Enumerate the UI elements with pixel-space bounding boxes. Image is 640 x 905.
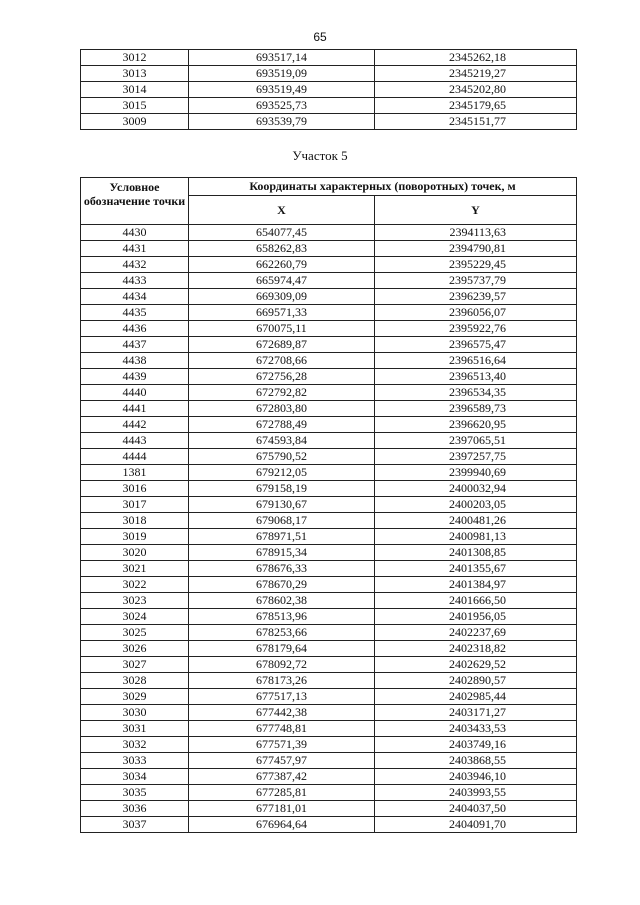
x-coordinate-cell: 669571,33 <box>189 305 375 321</box>
point-label-cell: 3027 <box>81 657 189 673</box>
point-label-cell: 3020 <box>81 545 189 561</box>
y-coordinate-cell: 2400481,26 <box>375 513 577 529</box>
x-coordinate-cell: 678179,64 <box>189 641 375 657</box>
y-coordinate-cell: 2401355,67 <box>375 561 577 577</box>
table-row <box>81 625 577 641</box>
x-coordinate-cell: 693539,79 <box>189 114 375 130</box>
x-coordinate-cell: 662260,79 <box>189 257 375 273</box>
continuation-table-body <box>81 50 577 130</box>
y-coordinate-cell: 2396239,57 <box>375 289 577 305</box>
page-number: 65 <box>313 30 327 44</box>
x-coordinate-cell: 677442,38 <box>189 705 375 721</box>
point-label-cell: 3012 <box>81 50 189 66</box>
x-coordinate-cell: 672689,87 <box>189 337 375 353</box>
table-row <box>81 273 577 289</box>
x-coordinate-cell: 675790,52 <box>189 449 375 465</box>
table-row <box>81 705 577 721</box>
x-column-header: X <box>189 196 375 225</box>
x-coordinate-cell: 678676,33 <box>189 561 375 577</box>
point-label-cell: 1381 <box>81 465 189 481</box>
x-coordinate-cell: 678253,66 <box>189 625 375 641</box>
continuation-coordinates-table <box>80 49 577 130</box>
table-row <box>81 561 577 577</box>
coordinates-table-body <box>81 225 577 833</box>
point-label-cell: 3021 <box>81 561 189 577</box>
y-coordinate-cell: 2396513,40 <box>375 369 577 385</box>
point-label-cell: 4435 <box>81 305 189 321</box>
y-coordinate-cell: 2399940,69 <box>375 465 577 481</box>
y-coordinate-cell: 2404037,50 <box>375 801 577 817</box>
table-row <box>81 66 577 82</box>
point-label-cell: 3031 <box>81 721 189 737</box>
point-label-cell: 3017 <box>81 497 189 513</box>
x-coordinate-cell: 677181,01 <box>189 801 375 817</box>
x-coordinate-cell: 677517,13 <box>189 689 375 705</box>
point-label-cell: 4432 <box>81 257 189 273</box>
table-row <box>81 417 577 433</box>
point-label-cell: 3023 <box>81 593 189 609</box>
y-coordinate-cell: 2401666,50 <box>375 593 577 609</box>
point-label-cell: 3026 <box>81 641 189 657</box>
point-label-cell: 3028 <box>81 673 189 689</box>
x-coordinate-cell: 678513,96 <box>189 609 375 625</box>
point-label-cell: 4443 <box>81 433 189 449</box>
table-row <box>81 641 577 657</box>
table-row <box>81 481 577 497</box>
table-row <box>81 401 577 417</box>
point-label-cell: 4431 <box>81 241 189 257</box>
x-coordinate-cell: 672792,82 <box>189 385 375 401</box>
table-row <box>81 353 577 369</box>
y-coordinate-cell: 2396534,35 <box>375 385 577 401</box>
y-coordinate-cell: 2403171,27 <box>375 705 577 721</box>
table-row <box>81 257 577 273</box>
y-coordinate-cell: 2401956,05 <box>375 609 577 625</box>
table-row <box>81 737 577 753</box>
point-label-cell: 4430 <box>81 225 189 241</box>
point-label-cell: 4439 <box>81 369 189 385</box>
point-label-cell: 3030 <box>81 705 189 721</box>
point-label-cell: 3032 <box>81 737 189 753</box>
point-label-cell: 3035 <box>81 785 189 801</box>
x-coordinate-cell: 672803,80 <box>189 401 375 417</box>
table-row <box>81 321 577 337</box>
point-label-cell: 3016 <box>81 481 189 497</box>
y-coordinate-cell: 2403993,55 <box>375 785 577 801</box>
y-coordinate-cell: 2396589,73 <box>375 401 577 417</box>
x-coordinate-cell: 669309,09 <box>189 289 375 305</box>
x-coordinate-cell: 693525,73 <box>189 98 375 114</box>
x-coordinate-cell: 674593,84 <box>189 433 375 449</box>
y-coordinate-cell: 2402318,82 <box>375 641 577 657</box>
table-row <box>81 689 577 705</box>
point-label-cell: 3018 <box>81 513 189 529</box>
table-row <box>81 82 577 98</box>
table-row <box>81 545 577 561</box>
x-coordinate-cell: 679212,05 <box>189 465 375 481</box>
table-row <box>81 577 577 593</box>
x-coordinate-cell: 658262,83 <box>189 241 375 257</box>
point-label-cell: 3025 <box>81 625 189 641</box>
x-coordinate-cell: 672788,49 <box>189 417 375 433</box>
x-coordinate-cell: 654077,45 <box>189 225 375 241</box>
y-coordinate-cell: 2402237,69 <box>375 625 577 641</box>
point-label-cell: 4436 <box>81 321 189 337</box>
x-coordinate-cell: 677571,39 <box>189 737 375 753</box>
y-coordinate-cell: 2345151,77 <box>375 114 577 130</box>
table-row <box>81 305 577 321</box>
table-row <box>81 337 577 353</box>
table-row <box>81 98 577 114</box>
table-row <box>81 609 577 625</box>
x-coordinate-cell: 678602,38 <box>189 593 375 609</box>
x-coordinate-cell: 678915,34 <box>189 545 375 561</box>
x-coordinate-cell: 677457,97 <box>189 753 375 769</box>
table-row <box>81 369 577 385</box>
y-coordinate-cell: 2397065,51 <box>375 433 577 449</box>
table-row <box>81 673 577 689</box>
y-coordinate-cell: 2396516,64 <box>375 353 577 369</box>
point-label-cell: 3019 <box>81 529 189 545</box>
y-coordinate-cell: 2395737,79 <box>375 273 577 289</box>
y-coordinate-cell: 2401308,85 <box>375 545 577 561</box>
x-coordinate-cell: 678173,26 <box>189 673 375 689</box>
point-label-cell: 4438 <box>81 353 189 369</box>
y-coordinate-cell: 2404091,70 <box>375 817 577 833</box>
table-row <box>81 50 577 66</box>
x-coordinate-cell: 677285,81 <box>189 785 375 801</box>
coordinates-table-header <box>81 178 577 225</box>
y-coordinate-cell: 2395922,76 <box>375 321 577 337</box>
x-coordinate-cell: 672756,28 <box>189 369 375 385</box>
x-coordinate-cell: 677748,81 <box>189 721 375 737</box>
point-label-cell: 4434 <box>81 289 189 305</box>
point-label-cell: 3029 <box>81 689 189 705</box>
y-coordinate-cell: 2345262,18 <box>375 50 577 66</box>
table-row <box>81 801 577 817</box>
table-row <box>81 241 577 257</box>
table-row <box>81 114 577 130</box>
y-coordinate-cell: 2396575,47 <box>375 337 577 353</box>
point-label-cell: 4444 <box>81 449 189 465</box>
table-row <box>81 225 577 241</box>
x-coordinate-cell: 672708,66 <box>189 353 375 369</box>
x-coordinate-cell: 679068,17 <box>189 513 375 529</box>
point-label-cell: 3034 <box>81 769 189 785</box>
y-coordinate-cell: 2402890,57 <box>375 673 577 689</box>
y-coordinate-cell: 2345179,65 <box>375 98 577 114</box>
y-coordinate-cell: 2403946,10 <box>375 769 577 785</box>
y-coordinate-cell: 2394113,63 <box>375 225 577 241</box>
table-row <box>81 529 577 545</box>
x-coordinate-cell: 665974,47 <box>189 273 375 289</box>
y-coordinate-cell: 2403433,53 <box>375 721 577 737</box>
y-coordinate-cell: 2401384,97 <box>375 577 577 593</box>
y-column-header: Y <box>375 196 577 225</box>
y-coordinate-cell: 2397257,75 <box>375 449 577 465</box>
y-coordinate-cell: 2402629,52 <box>375 657 577 673</box>
y-coordinate-cell: 2394790,81 <box>375 241 577 257</box>
y-coordinate-cell: 2345202,80 <box>375 82 577 98</box>
point-label-cell: 4433 <box>81 273 189 289</box>
y-coordinate-cell: 2400032,94 <box>375 481 577 497</box>
point-label-cell: 3022 <box>81 577 189 593</box>
x-coordinate-cell: 676964,64 <box>189 817 375 833</box>
x-coordinate-cell: 693519,09 <box>189 66 375 82</box>
table-row <box>81 593 577 609</box>
table-row <box>81 385 577 401</box>
y-coordinate-cell: 2396056,07 <box>375 305 577 321</box>
x-coordinate-cell: 693519,49 <box>189 82 375 98</box>
x-coordinate-cell: 678971,51 <box>189 529 375 545</box>
y-coordinate-cell: 2403749,16 <box>375 737 577 753</box>
point-label-cell: 4442 <box>81 417 189 433</box>
y-coordinate-cell: 2402985,44 <box>375 689 577 705</box>
point-label-header: Условное обозначение точки <box>81 178 189 225</box>
table-row <box>81 769 577 785</box>
table-row <box>81 753 577 769</box>
point-label-cell: 3036 <box>81 801 189 817</box>
table-row <box>81 513 577 529</box>
table-row <box>81 289 577 305</box>
table-row <box>81 433 577 449</box>
table-row <box>81 497 577 513</box>
point-label-cell: 3024 <box>81 609 189 625</box>
point-label-cell: 3015 <box>81 98 189 114</box>
point-label-cell: 3014 <box>81 82 189 98</box>
y-coordinate-cell: 2395229,45 <box>375 257 577 273</box>
x-coordinate-cell: 679158,19 <box>189 481 375 497</box>
y-coordinate-cell: 2403868,55 <box>375 753 577 769</box>
table-row <box>81 657 577 673</box>
table-row <box>81 465 577 481</box>
y-coordinate-cell: 2396620,95 <box>375 417 577 433</box>
point-label-cell: 4440 <box>81 385 189 401</box>
x-coordinate-cell: 693517,14 <box>189 50 375 66</box>
table-row <box>81 785 577 801</box>
coordinates-table <box>80 177 577 833</box>
x-coordinate-cell: 677387,42 <box>189 769 375 785</box>
table-row <box>81 817 577 833</box>
point-label-cell: 3037 <box>81 817 189 833</box>
table-row <box>81 449 577 465</box>
table-row <box>81 721 577 737</box>
section-title: Участок 5 <box>292 148 348 163</box>
point-label-cell: 3009 <box>81 114 189 130</box>
x-coordinate-cell: 670075,11 <box>189 321 375 337</box>
point-label-cell: 4441 <box>81 401 189 417</box>
point-label-cell: 3013 <box>81 66 189 82</box>
y-coordinate-cell: 2400981,13 <box>375 529 577 545</box>
coordinates-header: Координаты характерных (поворотных) точек, м <box>189 178 577 196</box>
point-label-cell: 4437 <box>81 337 189 353</box>
x-coordinate-cell: 678092,72 <box>189 657 375 673</box>
y-coordinate-cell: 2400203,05 <box>375 497 577 513</box>
y-coordinate-cell: 2345219,27 <box>375 66 577 82</box>
x-coordinate-cell: 679130,67 <box>189 497 375 513</box>
point-label-cell: 3033 <box>81 753 189 769</box>
x-coordinate-cell: 678670,29 <box>189 577 375 593</box>
